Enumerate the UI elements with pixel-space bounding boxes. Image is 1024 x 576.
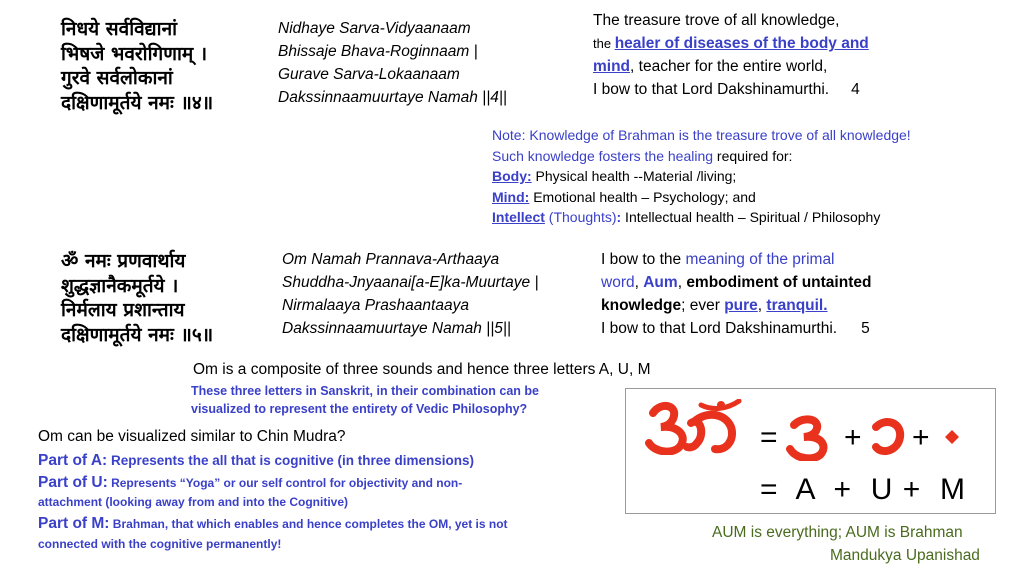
word-text: word [601, 274, 635, 291]
part-a-text: Represents the all that is cognitive (in three dimensions) [107, 453, 475, 468]
verse4-tr-rest: , teacher for the entire world, [630, 58, 828, 75]
verse5-translit-line: Shuddha-Jnyaanai[a-E]ka-Muurtaye | [282, 274, 539, 291]
aum-equation: = A + U + M [760, 473, 966, 506]
part-m-label: Part of M: [38, 515, 110, 532]
part-a-label: Part of A: [38, 452, 108, 469]
verse4-tr-line3 [593, 55, 869, 78]
verse5-tr-line2 [601, 271, 871, 294]
plus-sign: + [844, 421, 862, 454]
note-healing: Such knowledge fosters the healing [492, 147, 714, 164]
body-text: Physical health --Material /living; [531, 168, 737, 184]
body-link[interactable]: Body: [492, 168, 532, 184]
note-block [492, 125, 911, 228]
thoughts-text: (Thoughts) [548, 209, 617, 225]
chin-mudra-text: Om can be visualized similar to Chin Mudra? [38, 428, 346, 445]
intellect-colon: : [616, 209, 622, 225]
om-composite-text: Om is a composite of three sounds and hence three letters A, U, M [193, 361, 651, 378]
mind-note-link[interactable]: Mind: [492, 188, 530, 205]
verse5-transliteration [282, 248, 538, 340]
comma: , [757, 297, 767, 314]
verse4-tr-line4 [593, 78, 869, 101]
verse4-translation [593, 9, 869, 101]
note-line2 [492, 146, 911, 167]
mind-link[interactable]: mind [593, 58, 631, 75]
part-m-text: Brahman, that which enables and hence completes the OM, yet is not [109, 517, 508, 531]
verse5-translit-line: Dakssinnaamuurtaye Namah ||5|| [282, 320, 511, 337]
note-label: Note: [492, 127, 526, 143]
embodiment-text: embodiment of untainted [686, 274, 872, 291]
part-m-text2: connected with the cognitive permanently! [38, 537, 282, 551]
verse5-bow: I bow to the [601, 251, 686, 268]
letter-a-icon [786, 415, 830, 461]
verse5-tr-line3 [601, 294, 871, 317]
verse4-translit-line: Dakssinnaamuurtaye Namah ||4|| [278, 89, 507, 106]
aum-text: Aum [643, 274, 678, 291]
part-u [38, 473, 618, 493]
verse4-number: 4 [851, 81, 860, 98]
note-text: Knowledge of Brahman is the treasure trove of all knowledge! [525, 127, 911, 143]
knowledge-text: knowledge [601, 297, 682, 314]
verse4-tr-bow: I bow to that Lord Dakshinamurthi. [593, 81, 830, 98]
pure-link[interactable]: pure [724, 297, 758, 314]
note-line4 [492, 187, 911, 208]
om-symbol-icon [643, 399, 747, 455]
letters-explanation [191, 382, 539, 418]
part-u-text: Represents “Yoga” or our self control for objectivity and non- [107, 476, 463, 490]
verse5-sanskrit-line: शुद्धज्ञानैकमूर्तये । [61, 274, 179, 297]
comma: , [677, 274, 687, 291]
note-line1 [492, 125, 911, 146]
verse5-sanskrit-line: दक्षिणामूर्तये नमः ॥५॥ [61, 323, 214, 346]
part-u-label: Part of U: [38, 474, 108, 491]
letter-u-icon [866, 415, 906, 459]
verse4-tr-the: the [593, 36, 615, 51]
verse5-translit-line: Nirmalaaya Prashaantaaya [282, 297, 469, 314]
mind-text: Emotional health – Psychology; and [529, 188, 756, 205]
intellect-link[interactable]: Intellect [492, 209, 545, 225]
plus-sign: + [912, 421, 930, 454]
letters-line1: These three letters in Sanskrit, in their combination can be [191, 384, 540, 398]
note-line3 [492, 166, 911, 187]
verse4-sanskrit-line: भिषजे भवरोगिणाम् । [61, 42, 208, 65]
verse4-tr-line1: The treasure trove of all knowledge, [593, 12, 840, 29]
primal-meaning: meaning of the primal [685, 251, 835, 268]
verse5-sanskrit-line: ॐ नमः प्रणवार्थाय [61, 250, 186, 272]
mandukya-source: Mandukya Upanishad [830, 547, 980, 564]
verse4-transliteration [278, 17, 507, 109]
letter-m-dot-icon [944, 429, 960, 445]
om-diagram-box [625, 388, 996, 514]
equals-sign: = [760, 421, 778, 454]
ever-text: ; ever [681, 297, 725, 314]
verse4-sanskrit-line: निधये सर्वविद्यानां [61, 18, 178, 40]
part-m [38, 513, 618, 535]
verse5-sanskrit-line: निर्मलाय प्रशान्ताय [61, 299, 185, 321]
verse4-sanskrit-line: गुरवे सर्वलोकानां [61, 67, 173, 89]
note-line5 [492, 207, 911, 228]
verse5-translation [601, 248, 871, 340]
verse4-tr-line2 [593, 32, 869, 55]
part-u-text2: attachment (looking away from and into the Cognitive) [38, 495, 349, 509]
intellect-text: Intellectual health – Spiritual / Philosophy [621, 209, 881, 225]
verse5-number: 5 [861, 320, 870, 337]
note-required: required for: [713, 147, 793, 164]
letters-line2: visualized to represent the entirety of Vedic Philosophy? [191, 402, 528, 416]
verse4-translit-line: Gurave Sarva-Lokaanaam [278, 66, 460, 83]
verse5-tr-line1 [601, 248, 871, 271]
parts-block [38, 450, 618, 553]
verse5-translit-line: Om Namah Prannava-Arthaaya [282, 251, 500, 268]
part-a [38, 450, 618, 472]
tranquil-link[interactable]: tranquil. [766, 297, 828, 314]
verse5-sanskrit [61, 249, 213, 347]
aum-everything: AUM is everything; AUM is Brahman [712, 524, 963, 541]
healer-link[interactable]: healer of diseases of the body and [614, 35, 869, 52]
comma: , [634, 274, 644, 291]
verse5-tr-bow: I bow to that Lord Dakshinamurthi. [601, 320, 838, 337]
verse4-translit-line: Nidhaye Sarva-Vidyaanaam [278, 20, 471, 37]
verse4-sanskrit-line: दक्षिणामूर्तये नमः ॥४॥ [61, 91, 214, 114]
verse5-tr-line4 [601, 317, 871, 340]
verse4-sanskrit [61, 17, 213, 115]
verse4-translit-line: Bhissaje Bhava-Roginnaam | [278, 43, 478, 60]
